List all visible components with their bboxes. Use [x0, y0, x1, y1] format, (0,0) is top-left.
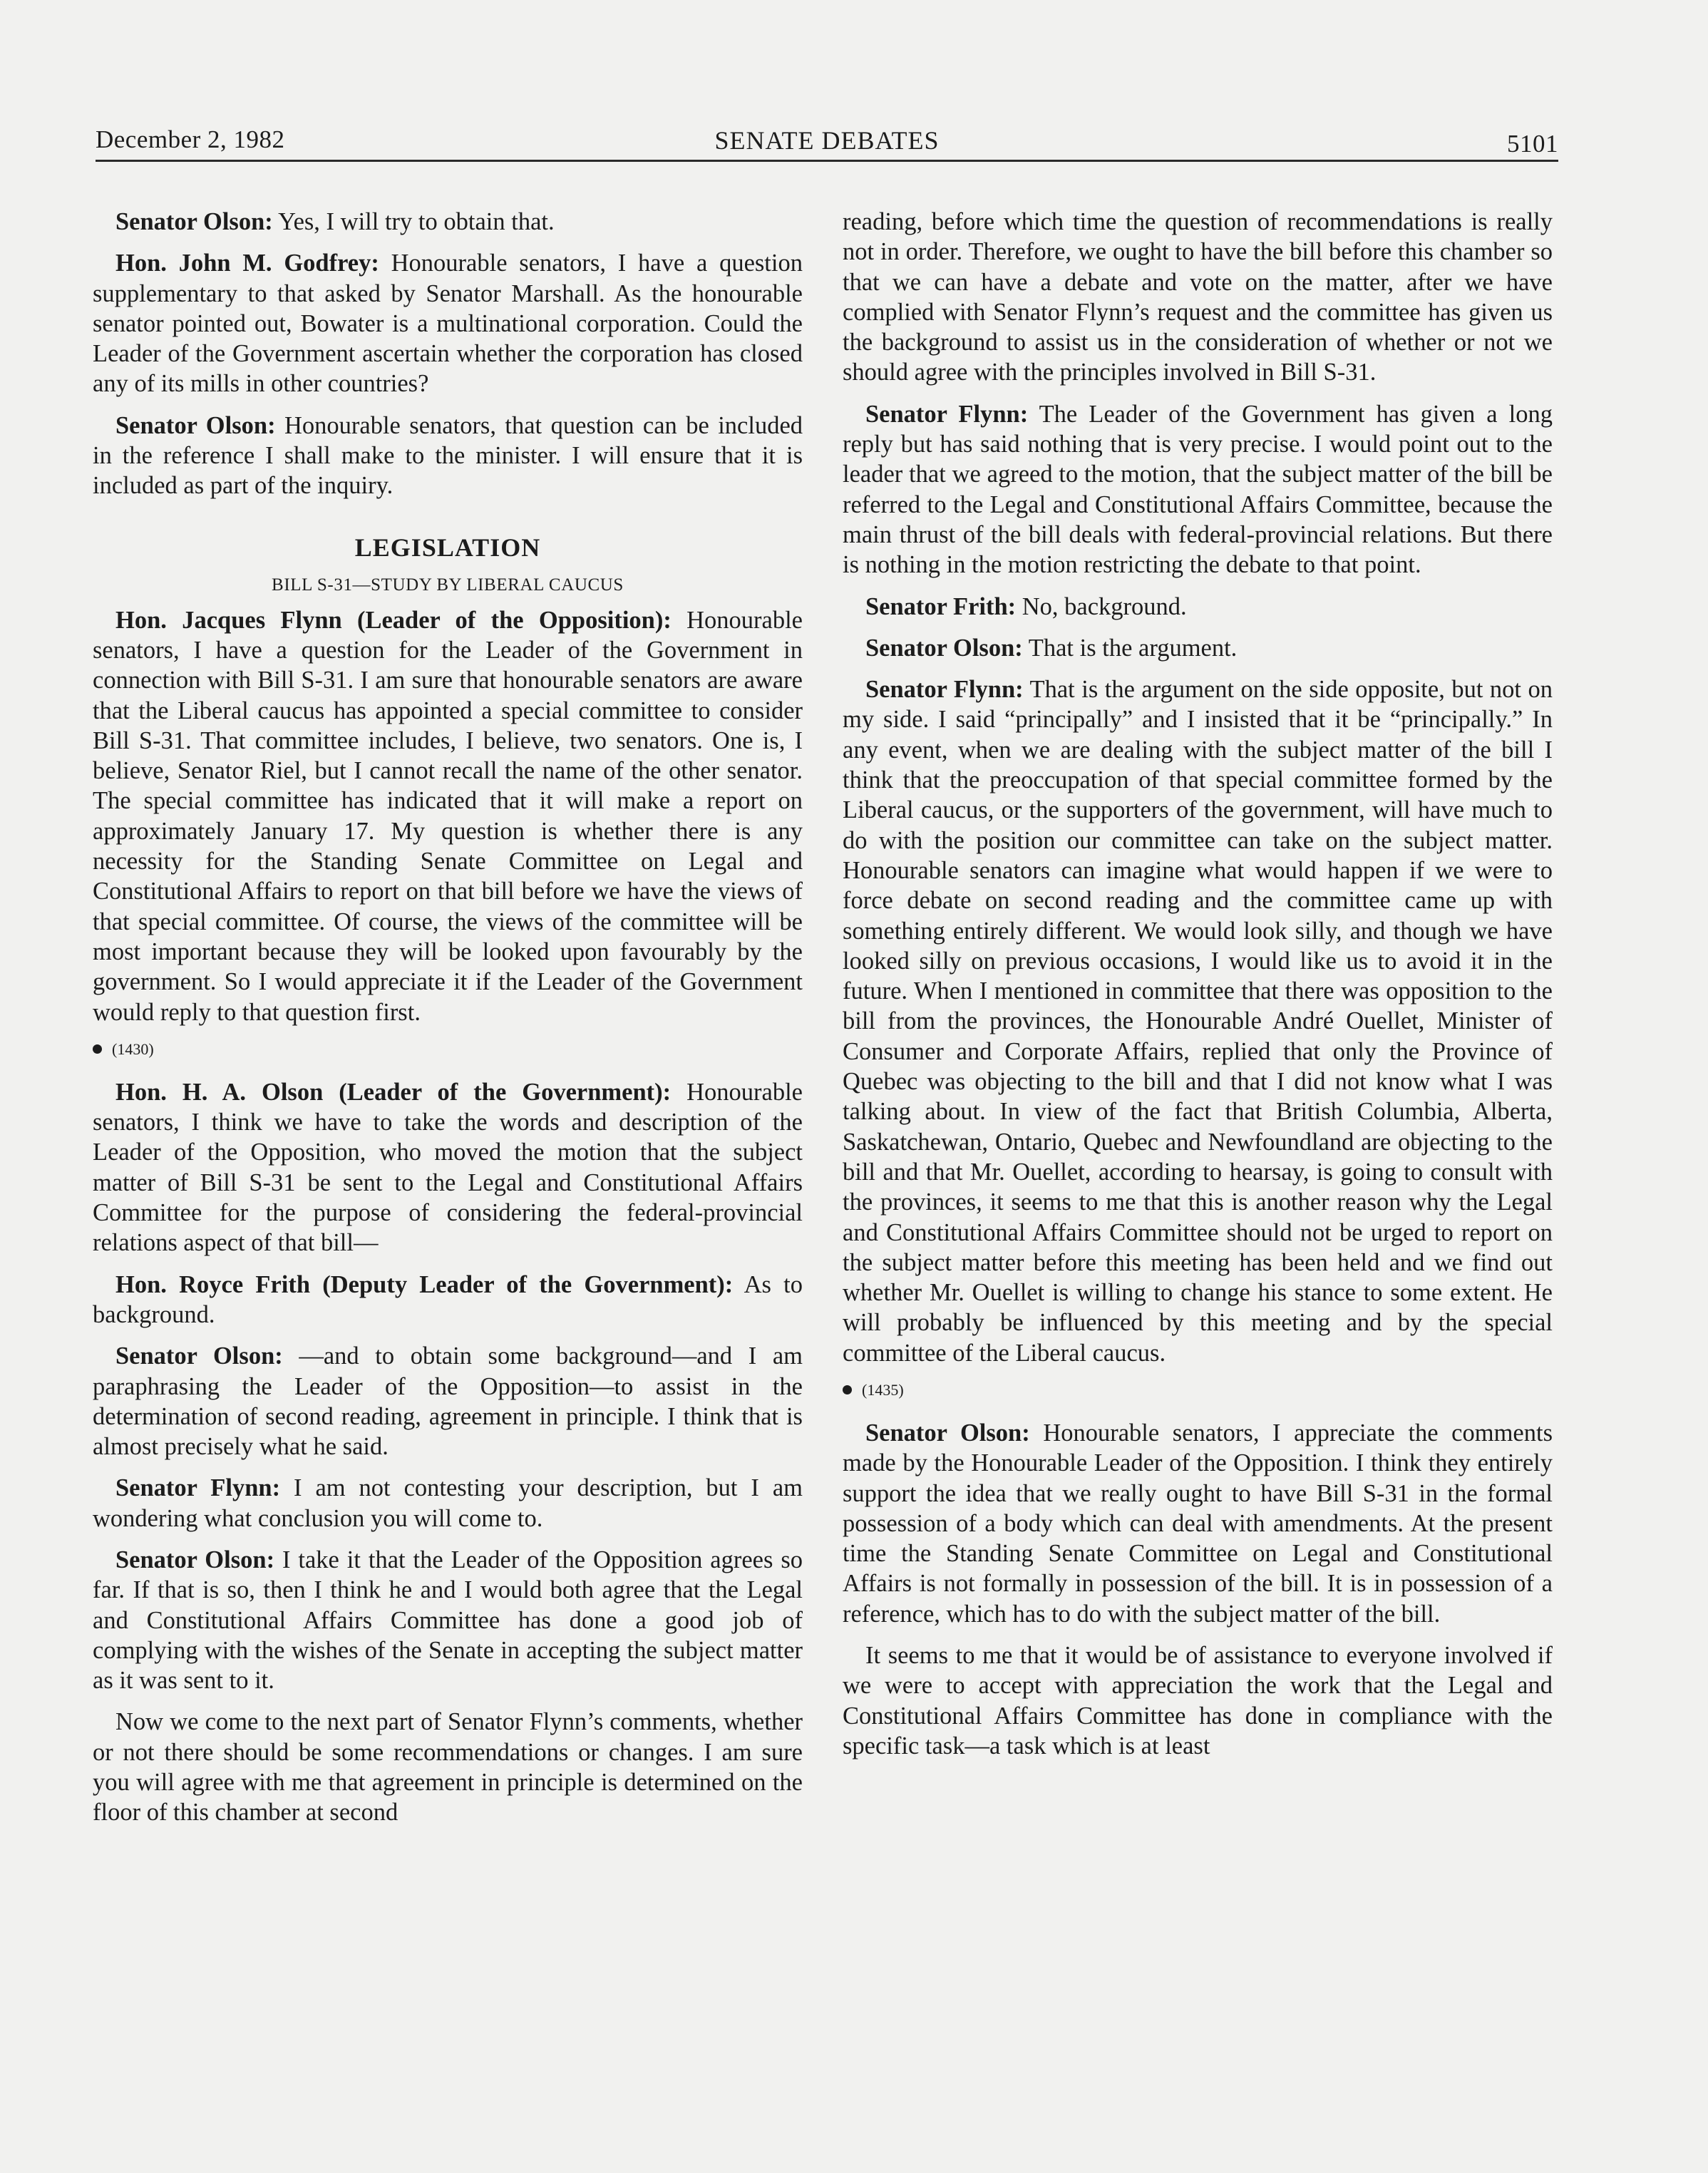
paragraph: [93, 411, 803, 501]
paragraph-text: I take it that the Leader of the Opposition agrees so far. If that is so, then I think he and I would both agree that the Legal and Constitutional Affairs Committee has done a good job of complying with the wishes of the Senate in accepting the subject matter as it was sent to it.: [93, 1546, 803, 1695]
speaker-name: Senator Frith:: [865, 592, 1017, 620]
right-column: [843, 207, 1553, 1772]
bullet-icon: [93, 1044, 102, 1054]
speaker-name: Senator Olson:: [115, 208, 273, 235]
paragraph: [843, 674, 1553, 1368]
paragraph-text: —and to obtain some background—and I am paraphrasing the Leader of the Opposition—to assist in the determination of second reading, agreement in principle. I think that is almost precisely what he said.: [93, 1342, 803, 1461]
speaker-name: Senator Olson:: [865, 634, 1023, 662]
paragraph: [93, 207, 803, 237]
paragraph-text: As to background.: [93, 1270, 803, 1328]
page-header: [96, 120, 1558, 162]
paragraph: [93, 1341, 803, 1461]
paragraph: reading, before which time the question of recommendations is really not in order. Therefore, we ought to have the bill before this chamber so that we can have a debate and vote on the matter, after we have complied with Senator Flynn’s request and the committee has given us the background to assist us in the consideration of whether or not we should agree with the principles involved in Bill S-31.: [843, 208, 1553, 386]
paragraph: It seems to me that it would be of assistance to everyone involved if we were to accept with appreciation the work that the Legal and Constitutional Affairs Committee has done in compliance with the specific task—a task which is at least: [843, 1642, 1553, 1760]
paragraph-text: Honourable senators, I have a question for the Leader of the Government in connection with Bill S-31. I am sure that honourable senators are aware that the Liberal caucus has appointed a special committee to consider Bill S-31. That committee includes, I believe, two senators. One is, I believe, Senator Riel, but I cannot recall the name of the other senator. The special committee has indicated that it will make a report on approximately January 17. My question is whether there is any necessity for the Standing Senate Committee on Legal and Constitutional Affairs to report on that bill before we have the views of that special committee. Of course, the views of the committee will be most important because they will be looked upon favourably by the government. So I would appreciate it if the Leader of the Government would reply to that question first.: [93, 606, 803, 1026]
paragraph-text: Yes, I will try to obtain that.: [272, 208, 555, 235]
speaker-name: Senator Flynn:: [865, 676, 1024, 704]
time-marker-text: (1430): [112, 1039, 154, 1058]
paragraph: [843, 633, 1553, 663]
speaker-name: Hon. Royce Frith (Deputy Leader of the Government):: [115, 1270, 734, 1298]
paragraph-text: Honourable senators, I appreciate the comments made by the Honourable Leader of the Opposition. I think they entirely support the idea that we really ought to have Bill S-31 in the formal possession of a body which can deal with amendments. At the present time the Standing Senate Committee on Legal and Constitutional Affairs is not formally in possession of the bill. It is in possession of a reference, which has to do with the subject matter of the bill.: [843, 1419, 1553, 1628]
time-marker: [93, 1039, 803, 1060]
bullet-icon: [843, 1385, 852, 1394]
speaker-name: Senator Olson:: [865, 1419, 1030, 1447]
speaker-name: Hon. Jacques Flynn (Leader of the Opposition):: [115, 606, 672, 634]
paragraph: [843, 592, 1553, 622]
paragraph: [843, 399, 1553, 580]
paragraph: [93, 1270, 803, 1330]
paragraph: [843, 1418, 1553, 1629]
speaker-name: Hon. John M. Godfrey:: [115, 250, 379, 277]
paragraph: Now we come to the next part of Senator Flynn’s comments, whether or not there should be some recommendations or changes. I am sure you will agree with me that agreement in principle is determined on the floor of this chamber at second: [93, 1708, 803, 1827]
paragraph: [93, 1077, 803, 1258]
page-number: 5101: [1507, 130, 1558, 158]
header-date: December 2, 1982: [96, 125, 285, 153]
paragraph: [93, 1545, 803, 1695]
time-marker-text: (1435): [862, 1380, 904, 1399]
paragraph-text: Honourable senators, I think we have to take the words and description of the Leader of the Opposition, who moved the motion that the subject matter of Bill S-31 be sent to the Legal and Constitutional Affairs Committee for the purpose of considering the federal-provincial relations aspect of that bill—: [93, 1078, 803, 1257]
paragraph: [93, 605, 803, 1027]
time-marker: [843, 1380, 1553, 1401]
paragraph: [93, 248, 803, 399]
paragraph-text: No, background.: [1016, 592, 1187, 620]
speaker-name: Senator Olson:: [115, 1546, 275, 1573]
paragraph: [93, 1473, 803, 1534]
left-column: [93, 207, 803, 1839]
speaker-name: Senator Olson:: [115, 1342, 283, 1370]
paragraph-text: That is the argument on the side opposite, but not on my side. I said “principally” and I insisted that it be “principally.” In any event, when we are dealing with the subject matter of the bill I think that the preoccupation of that special committee formed by the Liberal caucus, or the supporters of the government, will have much to do with the position our committee can take on the subject matter. Honourable senators can imagine what would happen if we were to force debate on second reading and the committee came up with something entirely different. We would look silly, and though we have looked silly on previous occasions, I would like us to avoid it in the future. When I mentioned in committee that there was opposition to the bill from the provinces, the Honourable André Ouellet, Minister of Consumer and Corporate Affairs, replied that only the Province of Quebec was objecting to the bill and that I did not know what I was talking about. In view of the fact that British Columbia, Alberta, Saskatchewan, Ontario, Quebec and Newfoundland are objecting to the bill and that Mr. Ouellet, according to hearsay, is going to consult with the provinces, it seems to me that this is another reason why the Legal and Constitutional Affairs Committee should not be urged to report on the subject matter before this meeting has been held and we find out whether Mr. Ouellet is willing to change his stance to some extent. He will probably be influenced by this meeting and by the special committee of the Liberal caucus.: [843, 676, 1553, 1367]
speaker-name: Senator Flynn:: [865, 400, 1029, 428]
speaker-name: Senator Olson:: [115, 411, 276, 439]
paragraph-text: Honourable senators, that question can be included in the reference I shall make to the minister. I will ensure that it is included as part of the inquiry.: [93, 411, 803, 500]
paragraph-text: Honourable senators, I have a question supplementary to that asked by Senator Marshall. As the honourable senator pointed out, Bowater is a multinational corporation. Could the Leader of the Government ascertain whether the corporation has closed any of its mills in other countries?: [93, 250, 803, 398]
speaker-name: Senator Flynn:: [115, 1474, 281, 1502]
journal-title: SENATE DEBATES: [714, 126, 940, 155]
paragraph-text: The Leader of the Government has given a long reply but has said nothing that is very precise. I would point out to the leader that we agreed to the motion, that the subject matter of the bill be referred to the Legal and Constitutional Affairs Committee, because the main thrust of the bill deals with federal-provincial relations. But there is nothing in the motion restricting the debate to that point.: [843, 400, 1553, 579]
paragraph-text: That is the argument.: [1022, 634, 1238, 662]
section-heading: LEGISLATION: [354, 533, 541, 562]
speaker-name: Hon. H. A. Olson (Leader of the Government):: [115, 1078, 672, 1106]
sub-heading: BILL S-31—STUDY BY LIBERAL CAUCUS: [272, 575, 624, 595]
paragraph-text: I am not contesting your description, but I am wondering what conclusion you will come to.: [93, 1474, 803, 1532]
